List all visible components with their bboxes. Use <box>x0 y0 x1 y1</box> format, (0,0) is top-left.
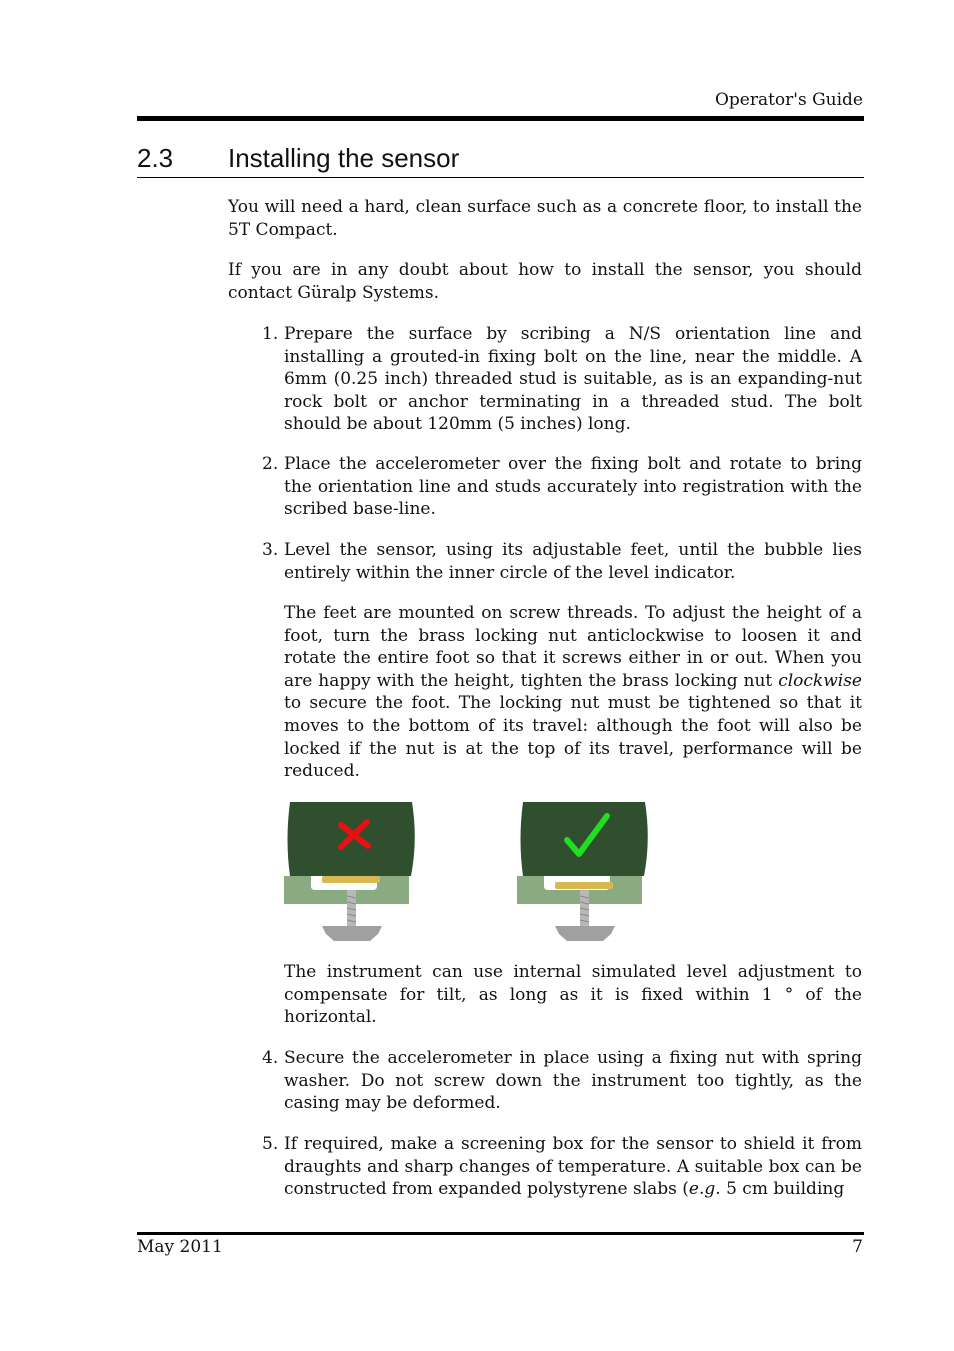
section-number: 2.3 <box>137 143 174 173</box>
intro-paragraph-1: You will need a hard, clean surface such as a concrete floor, to install the 5T Compact. <box>228 197 862 240</box>
footer-rule <box>137 1232 864 1235</box>
brass-nut-lowered <box>555 882 613 889</box>
section-title: Installing the sensor <box>228 143 460 173</box>
header-rule <box>137 116 864 121</box>
running-header: Operator's Guide <box>714 90 863 110</box>
page-number: 7 <box>852 1237 863 1257</box>
list-text <box>284 1133 862 1201</box>
list-text-after: 5 cm building <box>720 1179 845 1200</box>
note-text-before: The feet are mounted on screw threads. To adjust the height of a foot, turn the brass locking nut anticlockwise to loosen it and rotate the entire foot so that it screws either in or out. When you are happy with the height, tighten the brass locking nut <box>284 603 862 691</box>
section-heading <box>137 143 864 178</box>
list-number: 5. <box>262 1134 279 1154</box>
list-number: 1. <box>262 324 279 344</box>
list-text-before: If required, make a screening box for the sensor to shield it from draughts and sharp changes of temperature. A suitable box can be constructed from expanded polystyrene slabs ( <box>284 1134 862 1200</box>
emphasis-clockwise: clockwise <box>778 670 862 691</box>
list-text: Secure the accelerometer in place using a fixing nut with spring washer. Do not screw down the instrument too tightly, as the casing may be deformed. <box>284 1048 862 1114</box>
list-number: 3. <box>262 540 279 560</box>
list-text: Prepare the surface by scribing a N/S orientation line and installing a grouted-in fixing bolt on the line, near the middle. A 6mm (0.25 inch) threaded stud is suitable, as is an expanding-nut rock bolt or anchor terminating in a threaded stud. The bolt should be about 120mm (5 inches) long. <box>284 324 862 435</box>
footer-date: May 2011 <box>137 1237 223 1257</box>
level-adjustment-note: The instrument can use internal simulated level adjustment to compensate for tilt, as long as it is fixed within 1 ° of the horizontal. <box>284 962 862 1028</box>
note-text-after: to secure the foot. The locking nut must be tightened so that it moves to the bottom of its travel: although the foot will also be locked if the nut is at the top of its travel, performance will be reduced. <box>284 693 862 782</box>
list-number: 2. <box>262 454 279 474</box>
foot-incorrect-figure <box>284 800 424 945</box>
list-text: Place the accelerometer over the fixing bolt and rotate to bring the orientation line and studs accurately into registration with the scribed base-line. <box>284 454 862 520</box>
foot-correct-figure <box>517 800 657 945</box>
list-text: Level the sensor, using its adjustable feet, until the bubble lies entirely within the inner circle of the level indicator. <box>284 540 862 583</box>
feet-adjustment-note <box>284 602 862 783</box>
brass-nut-raised <box>322 876 380 883</box>
list-number: 4. <box>262 1048 279 1068</box>
emphasis-eg: e.g. <box>688 1179 721 1200</box>
intro-paragraph-2: If you are in any doubt about how to install the sensor, you should contact Güralp Systems. <box>228 260 862 303</box>
